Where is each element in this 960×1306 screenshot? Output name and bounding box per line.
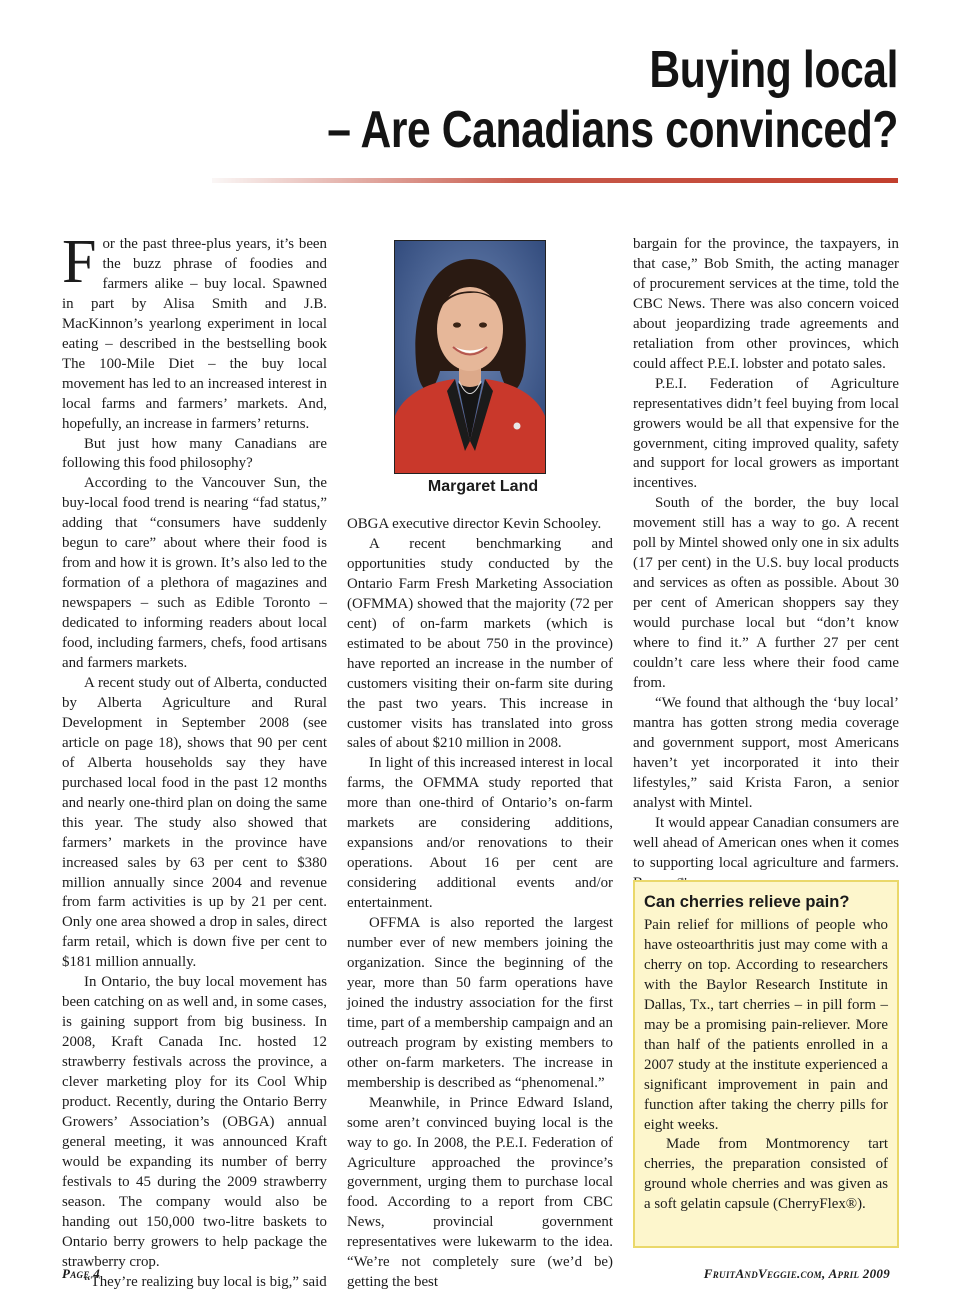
- body-paragraph: A recent study out of Alberta, conducted by Alberta Agriculture and Rural Development in September 2008 (see article on page 18), shows that 90 per cent of Alberta households say they have purchased local food in the past 12 months and nearly one-third plan on doing the same this year. The study also showed that farmers’ markets in the province have increased sales by 63 per cent to $380 million annually since 2004 and revenue from farm activities is up by 21 per cent. Only one area showed a drop in sales, direct farm retail, which is down five per cent to $181 million annually.: [62, 674, 327, 971]
- sidebar-paragraph: Pain relief for millions of people who have osteoarthritis just may come with a cherry on top. According to researchers with the Baylor Research Institute in Dallas, Tx., tart cherries – in pill form – may be a promising pain-reliever. More than half of the patients enrolled in a 2007 study at the institute experienced a significant improvement in pain and function after taking the cherry pills for eight weeks.: [644, 917, 888, 1133]
- headline-line-1: Buying local: [649, 41, 898, 99]
- body-paragraph: In Ontario, the buy local movement has been catching on as well and, in some cases, is gaining support from big business. In 2008, Kraft Canada Inc. hosted 12 strawberry festivals across the province, a clever marketing ploy for its Cool Whip product. Recently, during the Ontario Berry Growers’ Association’s (OBGA) annual general meeting, it was announced Kraft would be expanding its number of berry festivals to 45 during the 2009 strawberry season. The company would also be handing out 150,000 two-litre baskets to Ontario berry growers to help package the strawberry crop.: [62, 974, 327, 1270]
- intro-text: or the past three-plus years, it’s been the buzz phrase of foodies and farmers alike – buy local. Spawned in part by Alisa Smith and J.B. MacKinnon’s yearlong experiment in local eating – described in the bestselling book The 100-Mile Diet – the buy local movement has led to an increased interest in local farms and farmers’ markets. And, hopefully, an increase in farmers’ returns.: [62, 236, 327, 432]
- body-paragraph: According to the Vancouver Sun, the buy-local food trend is nearing “fad status,” adding that “consumers have suddenly begun to care” about where their food is from and how it is grown. It’s also led to the formation of a plethora of magazines and newspapers – such as Edible Toronto – dedicated to informing readers about local food, including farmers, chefs, food artisans and farmers markets.: [62, 475, 327, 672]
- article-column-1: [62, 228, 327, 1293]
- portrait-illustration: [395, 241, 545, 473]
- page-number: Page 4: [62, 1266, 100, 1281]
- body-paragraph: In light of this increased interest in local farms, the OFMMA study reported that more than one-third of Ontario’s on-farm markets are considering additions, expansions and/or renovations to their operations. About 16 per cent are considering additional events and/or entertainment.: [347, 755, 613, 912]
- article-column-2: [347, 515, 613, 1293]
- body-paragraph: OFFMA is also reported the largest number ever of new members joining the organization. Since the beginning of the year, more than 50 farm operations have joined the industry association for the first time, part of a membership campaign and an outreach program by existing members to other on-farm marketers. The increase in membership is described as “phenomenal.”: [347, 915, 613, 1091]
- closing-text: It would appear Canadian consumers are well ahead of American ones when it comes to supporting local agriculture and farmers.: [633, 814, 899, 871]
- body-paragraph: bargain for the province, the taxpayers, in that case,” Bob Smith, the acting manager of procurement services at the time, told the CBC News. There was also concern voiced about jeopardizing trade agreements and retaliation from other provinces, which could affect P.E.I. lobster and potato sales.: [633, 236, 899, 372]
- sidebar-paragraph: Made from Montmorency tart cherries, the preparation consisted of ground whole cherries and was given as a soft gelatin capsule (CherryFlex®).: [644, 1136, 888, 1213]
- body-paragraph: “We found that although the ‘buy local’ mantra has gotten strong media coverage and government support, most Americans haven’t yet incorporated it into their lifestyles,” said Krista Faron, a senior analyst with Mintel.: [633, 694, 899, 811]
- article-column-3: [633, 235, 899, 893]
- body-paragraph: P.E.I. Federation of Agriculture representatives didn’t feel buying from local growers would be all that expensive for the government, citing improved quality, safety and support for local growers as important incentives.: [633, 375, 899, 492]
- body-paragraph: South of the border, the buy local movement still has a way to go. A recent poll by Mintel showed only one in six adults (17 per cent) in the U.S. buy local products and services as often as possible. About 30 per cent of American shoppers say they would purchase local but “don’t know where to find it.” A further 27 per cent couldn’t care less where their food came from.: [633, 495, 899, 691]
- body-paragraph: OBGA executive director Kevin Schooley.: [347, 516, 602, 532]
- body-paragraph: Meanwhile, in Prince Edward Island, some aren’t convinced buying local is the way to go. In 2008, the P.E.I. Federation of Agriculture approached the province’s government, urging them to purchase local food. According to a report from CBC News, provincial government representatives were lukewarm to the idea. “We’re not completely sure (we’d be) getting the best: [347, 1094, 613, 1291]
- intro-paragraph: [62, 228, 327, 435]
- sidebar-box: [633, 880, 899, 1248]
- body-paragraph: “They’re realizing buy local is big,” said: [84, 1273, 327, 1290]
- body-paragraph: But just how many Canadians are following this food philosophy?: [62, 435, 327, 472]
- body-paragraph: A recent benchmarking and opportunities study conducted by the Ontario Farm Fresh Marketing Association (OFMMA) showed that the majority (72 per cent) of on-farm markets (which is estimated to be about 750 in the province) have reported an increase in the number of customers visiting their on-farm site during the past two years. This increase in customer visits has translated into gross sales of about $210 million in 2008.: [347, 535, 613, 752]
- headline-divider: [212, 178, 898, 183]
- photo-caption: Margaret Land: [427, 478, 539, 495]
- sidebar-title: Can cherries relieve pain?: [644, 893, 850, 911]
- article-headline: [324, 40, 898, 160]
- publication-info: FruitAndVeggie.com, April 2009: [703, 1266, 890, 1281]
- headline-line-2: – Are Canadians convinced?: [327, 101, 898, 159]
- drop-cap: F: [62, 228, 97, 296]
- portrait-photo: [394, 240, 546, 474]
